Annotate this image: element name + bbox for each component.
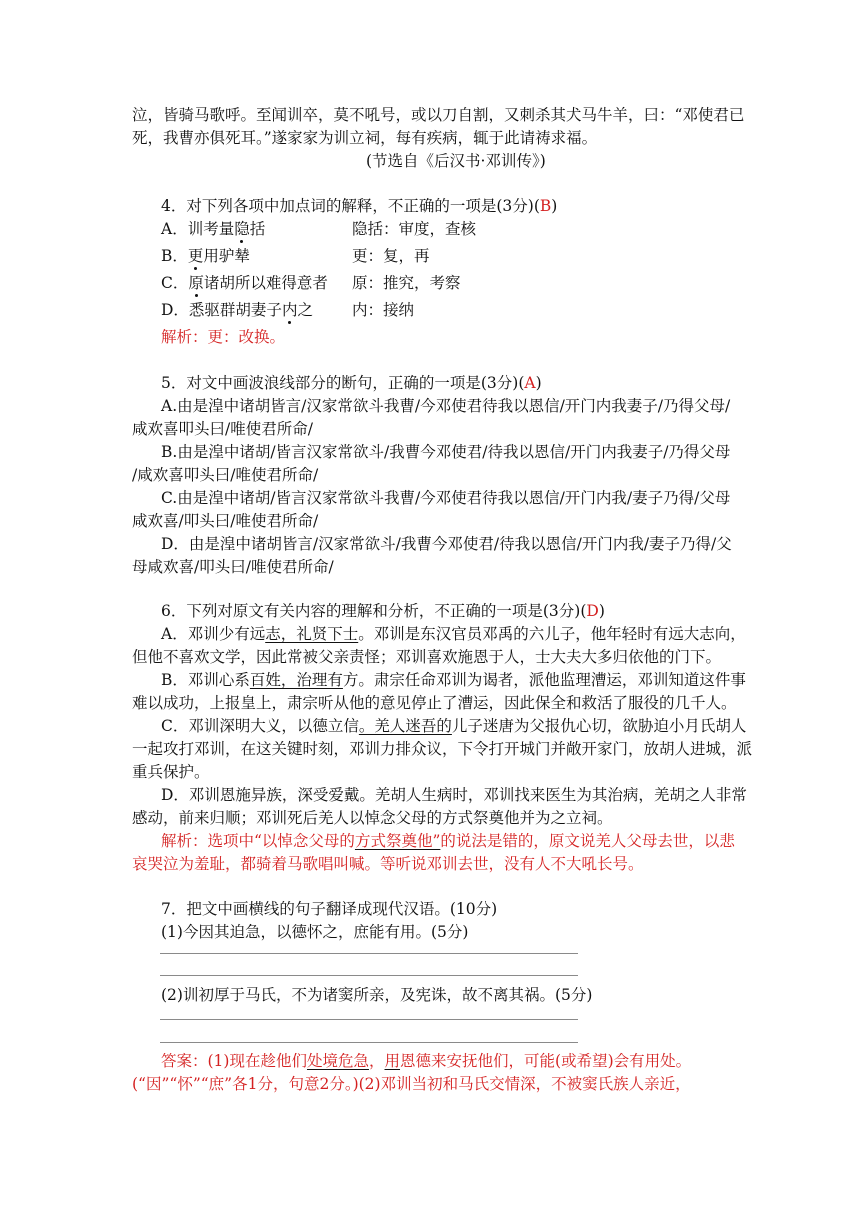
q4-stem [161, 195, 557, 217]
passage-line-2: 死，我曹亦俱死耳。”遂家家为训立祠，每有疾病，辄于此请祷求福。 [132, 129, 598, 147]
q6-stem-text: 6．下列对原文有关内容的理解和分析，不正确的一项是(3分)( [161, 602, 587, 620]
q6-stem [161, 600, 605, 622]
passage-source: (节选自《后汉书·邓训传》) [366, 152, 546, 170]
q6-analysis-line-2: 哀哭泣为羞耻，都骑着马歌唱叫喊。等听说邓训去世，没有人不大吼长号。 [132, 855, 644, 873]
q5-answer: A [524, 374, 536, 392]
q7-answer-underlined-2: 用 [384, 1052, 401, 1070]
q6-analysis-line-1 [161, 830, 735, 852]
q6-close: ) [598, 602, 605, 620]
q4-option-c [161, 272, 328, 294]
q5-close: ) [535, 374, 542, 392]
q6-option-a-line-2: 但他不喜欢文学，因此常被父亲责怪；邓训喜欢施恩于人，士大夫大多归依他的门下。 [132, 648, 722, 666]
q6-b-post: 方。肃宗任命邓训为谒者，派他监理漕运，邓训知道这件事 [342, 671, 746, 689]
q7-answer-pre: 答案：(1)现在趁他们 [161, 1052, 307, 1070]
answer-line-1 [160, 953, 578, 954]
q4-option-b-pre: B． [161, 247, 188, 265]
q6-a-underlined: 志，礼贤下士 [265, 625, 359, 643]
q4-option-b-dotted: 更 [187, 247, 204, 265]
answer-line-3 [160, 1019, 578, 1020]
q4-option-d-post: 之 [297, 301, 313, 319]
q7-answer-line-1 [161, 1050, 691, 1072]
q4-answer: B [539, 197, 552, 215]
q6-option-b-line-2: 难以成功，上报皇上，肃宗听从他的意见停止了漕运，因此保全和救活了服役的几千人。 [132, 694, 737, 712]
q7-answer-line-2: (“因”“怀”“庶”各1分，句意2分。)(2)邓训当初和马氏交情深，不被窦氏族人亲近， [132, 1075, 691, 1093]
q6-option-a-line-1 [161, 623, 746, 645]
q6-analysis-pre: 解析：选项中“以悼念父母的 [161, 832, 355, 850]
q6-a-pre: A．邓训少有远 [161, 625, 266, 643]
q4-close: ) [551, 197, 558, 215]
q6-option-c-line-2: 一起攻打邓训，在这关键时刻，邓训力排众议，下令打开城门并敞开家门，放胡人进城，派 [132, 740, 753, 758]
q6-analysis-underlined: 方式祭奠他” [354, 832, 441, 850]
q4-option-c-gloss: 原：推究，考察 [352, 274, 461, 292]
passage-line-1: 泣，皆骑马歌呼。至闻训卒，莫不吼号，或以刀自割，又刺杀其犬马牛羊，曰：“邓使君已 [132, 106, 745, 124]
q5-option-a-line-1: A.由是湟中诸胡皆言/汉家常欲斗我曹/今邓使君待我以恩信/开门内我妻子/乃得父母/ [161, 397, 731, 415]
q5-option-c-line-1: C.由是湟中诸胡/皆言汉家常欲斗我曹/今邓使君待我以恩信/开门内我/妻子乃得/父母 [161, 489, 731, 507]
q4-analysis: 解析：更：改换。 [161, 328, 286, 346]
q4-option-a-pre: A．训考量 [161, 220, 235, 238]
q6-option-b-line-1 [161, 669, 746, 691]
q4-option-c-post: 诸胡所以难得意者 [203, 274, 328, 292]
q4-option-b-post: 用驴辇 [203, 247, 250, 265]
q6-b-underlined: 百姓，治理有 [249, 671, 343, 689]
q5-option-d-line-1: D．由是湟中诸胡皆言/汉家常欲斗/我曹今邓使君/待我以恩信/开门内我/妻子乃得/父 [161, 535, 732, 553]
answer-line-4 [160, 1042, 578, 1043]
q5-option-d-line-2: 母咸欢喜/叩头曰/唯使君所命/ [132, 558, 334, 576]
q5-option-b-line-2: /咸欢喜叩头曰/唯使君所命/ [132, 466, 319, 484]
answer-line-2 [160, 975, 578, 976]
q6-option-d-line-1: D．邓训恩施异族，深受爱戴。羌胡人生病时，邓训找来医生为其治病，羌胡之人非常 [161, 786, 747, 804]
q5-stem-text: 5．对文中画波浪线部分的断句，正确的一项是(3分)( [161, 374, 525, 392]
q7-sentence-1: (1)今因其迫急，以德怀之，庶能有用。(5分) [161, 923, 469, 941]
q4-option-b-gloss: 更：复，再 [352, 247, 430, 265]
q6-c-post: 儿子迷唐为父报仇心切，欲胁迫小月氏胡人 [451, 717, 747, 735]
q6-option-c-line-3: 重兵保护。 [132, 763, 210, 781]
q4-option-b [161, 245, 250, 267]
q6-c-pre: C．邓训深明大义，以德立信 [161, 717, 359, 735]
q6-c-underlined: 。羌人迷吾的 [358, 717, 452, 735]
q5-option-b-line-1: B.由是湟中诸胡/皆言汉家常欲斗/我曹今邓使君/待我以恩信/开门内我妻子/乃得父母 [161, 443, 731, 461]
q4-stem-text: 4．对下列各项中加点词的解释，不正确的一项是(3分)( [161, 197, 540, 215]
q4-option-a [161, 218, 265, 240]
q7-answer-post: 恩德来安抚他们，可能(或希望)会有用处。 [400, 1052, 692, 1070]
q5-stem [161, 372, 542, 394]
q5-option-c-line-2: 咸欢喜/叩头曰/唯使君所命/ [132, 512, 319, 530]
q6-b-pre: B．邓训心系 [161, 671, 250, 689]
q4-option-d-pre: D．悉驱群胡妻子 [161, 301, 282, 319]
q6-option-c-line-1 [161, 715, 746, 737]
q4-option-c-dotted: 原 [188, 274, 204, 292]
q7-answer-underlined-1: 处境危急 [306, 1052, 369, 1070]
q4-option-a-dotted: 隐 [234, 220, 250, 238]
q4-option-a-post: 括 [249, 220, 266, 238]
q5-option-a-line-2: 咸欢喜叩头曰/唯使君所命/ [132, 420, 313, 438]
q6-analysis-post: 的说法是错的，原文说羌人父母去世，以悲 [440, 832, 735, 850]
q7-answer-mid: ， [368, 1052, 385, 1070]
q6-option-d-line-2: 感动，前来归顺；邓训死后羌人以悼念父母的方式祭奠他并为之立祠。 [132, 809, 613, 827]
q6-a-post: 。邓训是东汉官员邓禹的六儿子，他年轻时有远大志向， [358, 625, 746, 643]
q6-answer: D [586, 602, 599, 620]
q4-option-d [161, 299, 313, 321]
q7-stem: 7．把文中画横线的句子翻译成现代汉语。(10分) [161, 900, 498, 918]
q4-option-a-gloss: 隐括：审度，查核 [352, 220, 477, 238]
q4-option-d-gloss: 内：接纳 [352, 301, 415, 319]
q4-option-d-dotted: 内 [281, 301, 298, 319]
q7-sentence-2: (2)训初厚于马氏，不为诸窦所亲，及宪诛，故不离其祸。(5分) [161, 986, 593, 1004]
q4-option-c-pre: C． [161, 274, 189, 292]
